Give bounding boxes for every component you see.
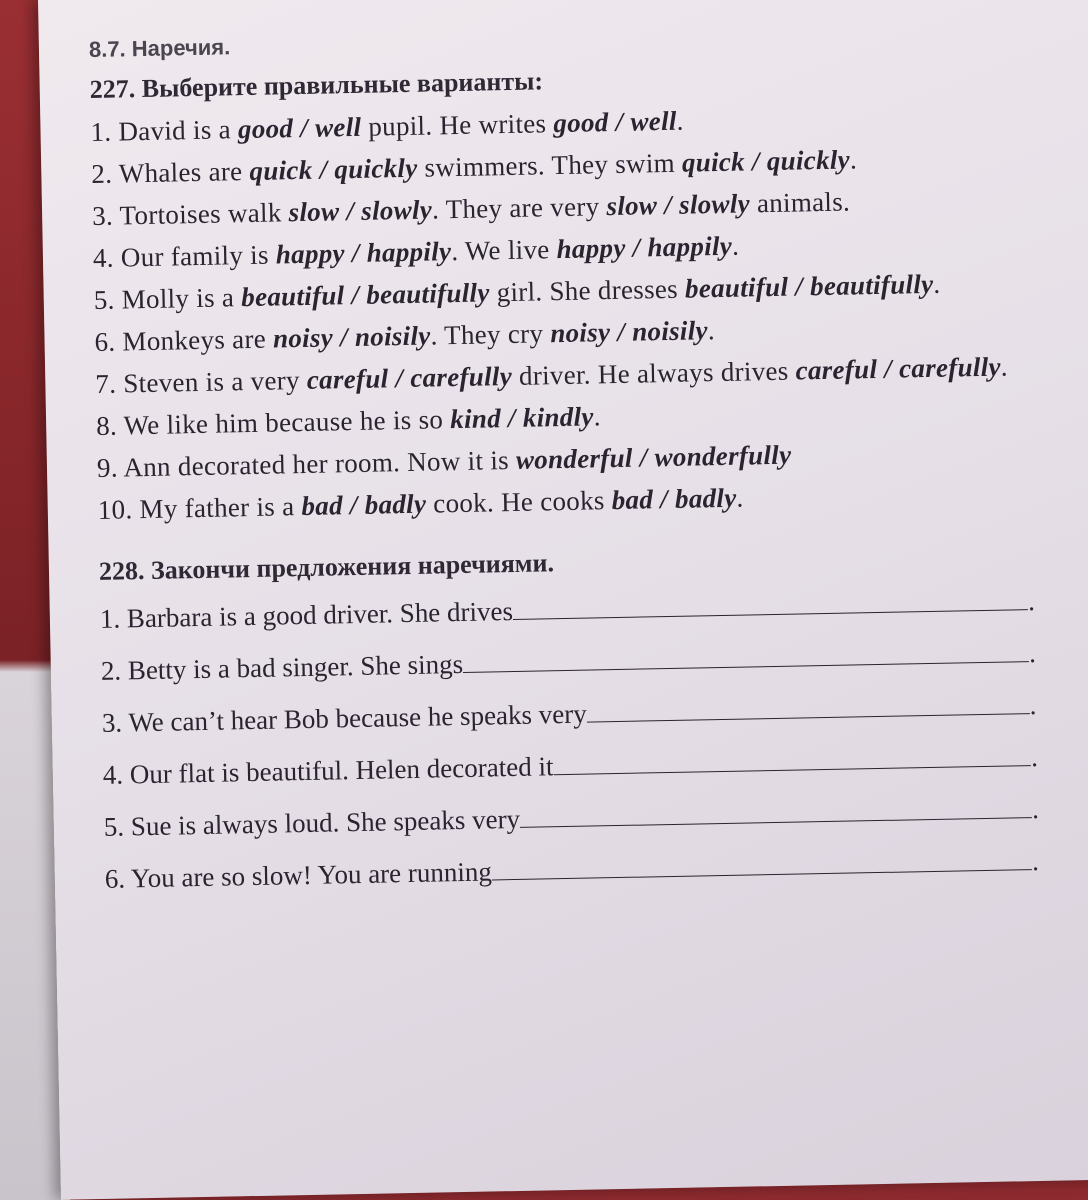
sentence-text: Barbara is a good driver. She drives — [126, 595, 514, 634]
sentence-text: Steven is a very — [123, 364, 308, 399]
sentence-text: Ann decorated her room. Now it is — [123, 444, 517, 483]
page-content — [89, 18, 1088, 905]
choice-options: happy / happily — [275, 236, 452, 270]
item-number: 3. — [101, 707, 123, 738]
choice-options: quick / quickly — [681, 144, 851, 178]
item-number: 9. — [96, 452, 119, 483]
item-number: 7. — [95, 368, 117, 399]
sentence-text: . They cry — [430, 318, 551, 351]
choice-options: bad / badly — [301, 488, 427, 522]
sentence-text: My father is a — [139, 491, 302, 525]
item-number: 4. — [102, 759, 124, 790]
sentence-text: You are so slow! You are running — [130, 856, 493, 894]
answer-blank[interactable] — [463, 635, 1030, 673]
sentence-end: . — [1029, 689, 1037, 721]
item-number: 2. — [91, 158, 113, 190]
sentence-text: . — [707, 315, 716, 346]
choice-options: noisy / noisily — [549, 315, 709, 349]
sentence-text: . — [933, 268, 941, 299]
answer-blank[interactable] — [491, 843, 1032, 880]
exercise-227-list — [90, 92, 1083, 531]
sentence-text: Molly is a — [121, 282, 242, 315]
exercise-227-title: 227. Выберите правильные варианты: — [89, 66, 544, 105]
sentence-text: Sue is always loud. She speaks very — [130, 803, 521, 842]
sentence-text: girl. She dresses — [489, 273, 686, 308]
sentence-text: animals. — [749, 186, 851, 219]
choice-options: beautiful / beautifully — [684, 268, 934, 304]
sentence-text: David is a — [118, 114, 239, 147]
sentence-text: . — [736, 482, 744, 513]
item-number: 6. — [104, 863, 126, 894]
sentence-end: . — [1031, 793, 1040, 825]
item-number: 4. — [92, 242, 115, 273]
answer-blank[interactable] — [513, 583, 1029, 620]
sentence-text: . — [676, 105, 684, 136]
choice-options: careful / carefully — [306, 360, 513, 395]
item-number: 6. — [94, 326, 116, 357]
item-number: 8. — [95, 410, 118, 441]
sentence-text: . They are very — [431, 191, 607, 225]
sentence-text: We can’t hear Bob because he speaks very — [128, 698, 587, 738]
sentence-text: . — [1000, 351, 1009, 382]
choice-options: happy / happily — [556, 230, 733, 265]
sentence-text: driver. He always drives — [511, 355, 796, 391]
sentence-text: Monkeys are — [122, 323, 274, 357]
choice-options: noisy / noisily — [272, 320, 431, 354]
sentence-text: . We live — [450, 234, 557, 267]
worksheet-page — [38, 0, 1088, 1200]
sentence-text: . — [593, 401, 601, 432]
choice-options: slow / slowly — [606, 188, 751, 222]
item-number: 5. — [103, 811, 125, 842]
item-number: 2. — [100, 655, 122, 686]
sentence-text: Whales are — [118, 155, 250, 189]
sentence-text: pupil. He writes — [360, 108, 554, 142]
choice-options: beautiful / beautifully — [240, 277, 490, 313]
item-number: 5. — [93, 284, 115, 315]
choice-options: good / well — [553, 105, 677, 139]
sentence-text: Our family is — [120, 239, 277, 273]
sentence-end: . — [1031, 845, 1040, 877]
section-heading: 8.7. Наречия. — [88, 34, 231, 63]
sentence-text: Betty is a bad singer. She sings — [127, 648, 464, 686]
choice-options: good / well — [237, 111, 362, 145]
choice-options: quick / quickly — [249, 152, 418, 186]
item-number: 1. — [99, 603, 121, 634]
sentence-end: . — [1030, 741, 1039, 773]
sentence-text: cook. He cooks — [425, 485, 612, 519]
item-number: 3. — [91, 200, 114, 231]
answer-blank[interactable] — [586, 687, 1029, 722]
choice-options: bad / badly — [611, 482, 737, 516]
choice-options: kind / kindly — [449, 401, 594, 435]
sentence-text: Our flat is beautiful. Helen decorated it — [129, 751, 554, 790]
sentence-text: Tortoises walk — [119, 197, 289, 231]
choice-options: slow / slowly — [288, 194, 433, 228]
answer-blank[interactable] — [553, 739, 1031, 775]
exercise-228-list — [99, 574, 1088, 905]
choice-options: wonderful / wonderfully — [515, 439, 792, 475]
sentence-text: swimmers. They swim — [417, 147, 683, 183]
item-number: 1. — [90, 116, 112, 148]
sentence-text: . — [731, 230, 740, 261]
answer-blank[interactable] — [520, 791, 1033, 828]
exercise-228-title: 228. Закончи предложения наречиями. — [98, 548, 555, 586]
sentence-text: We like him because he is so — [123, 404, 451, 441]
item-number: 10. — [97, 494, 133, 525]
sentence-text: . — [849, 144, 858, 175]
sentence-end: . — [1027, 585, 1036, 617]
choice-options: careful / carefully — [795, 351, 1002, 386]
sentence-end: . — [1028, 637, 1037, 669]
